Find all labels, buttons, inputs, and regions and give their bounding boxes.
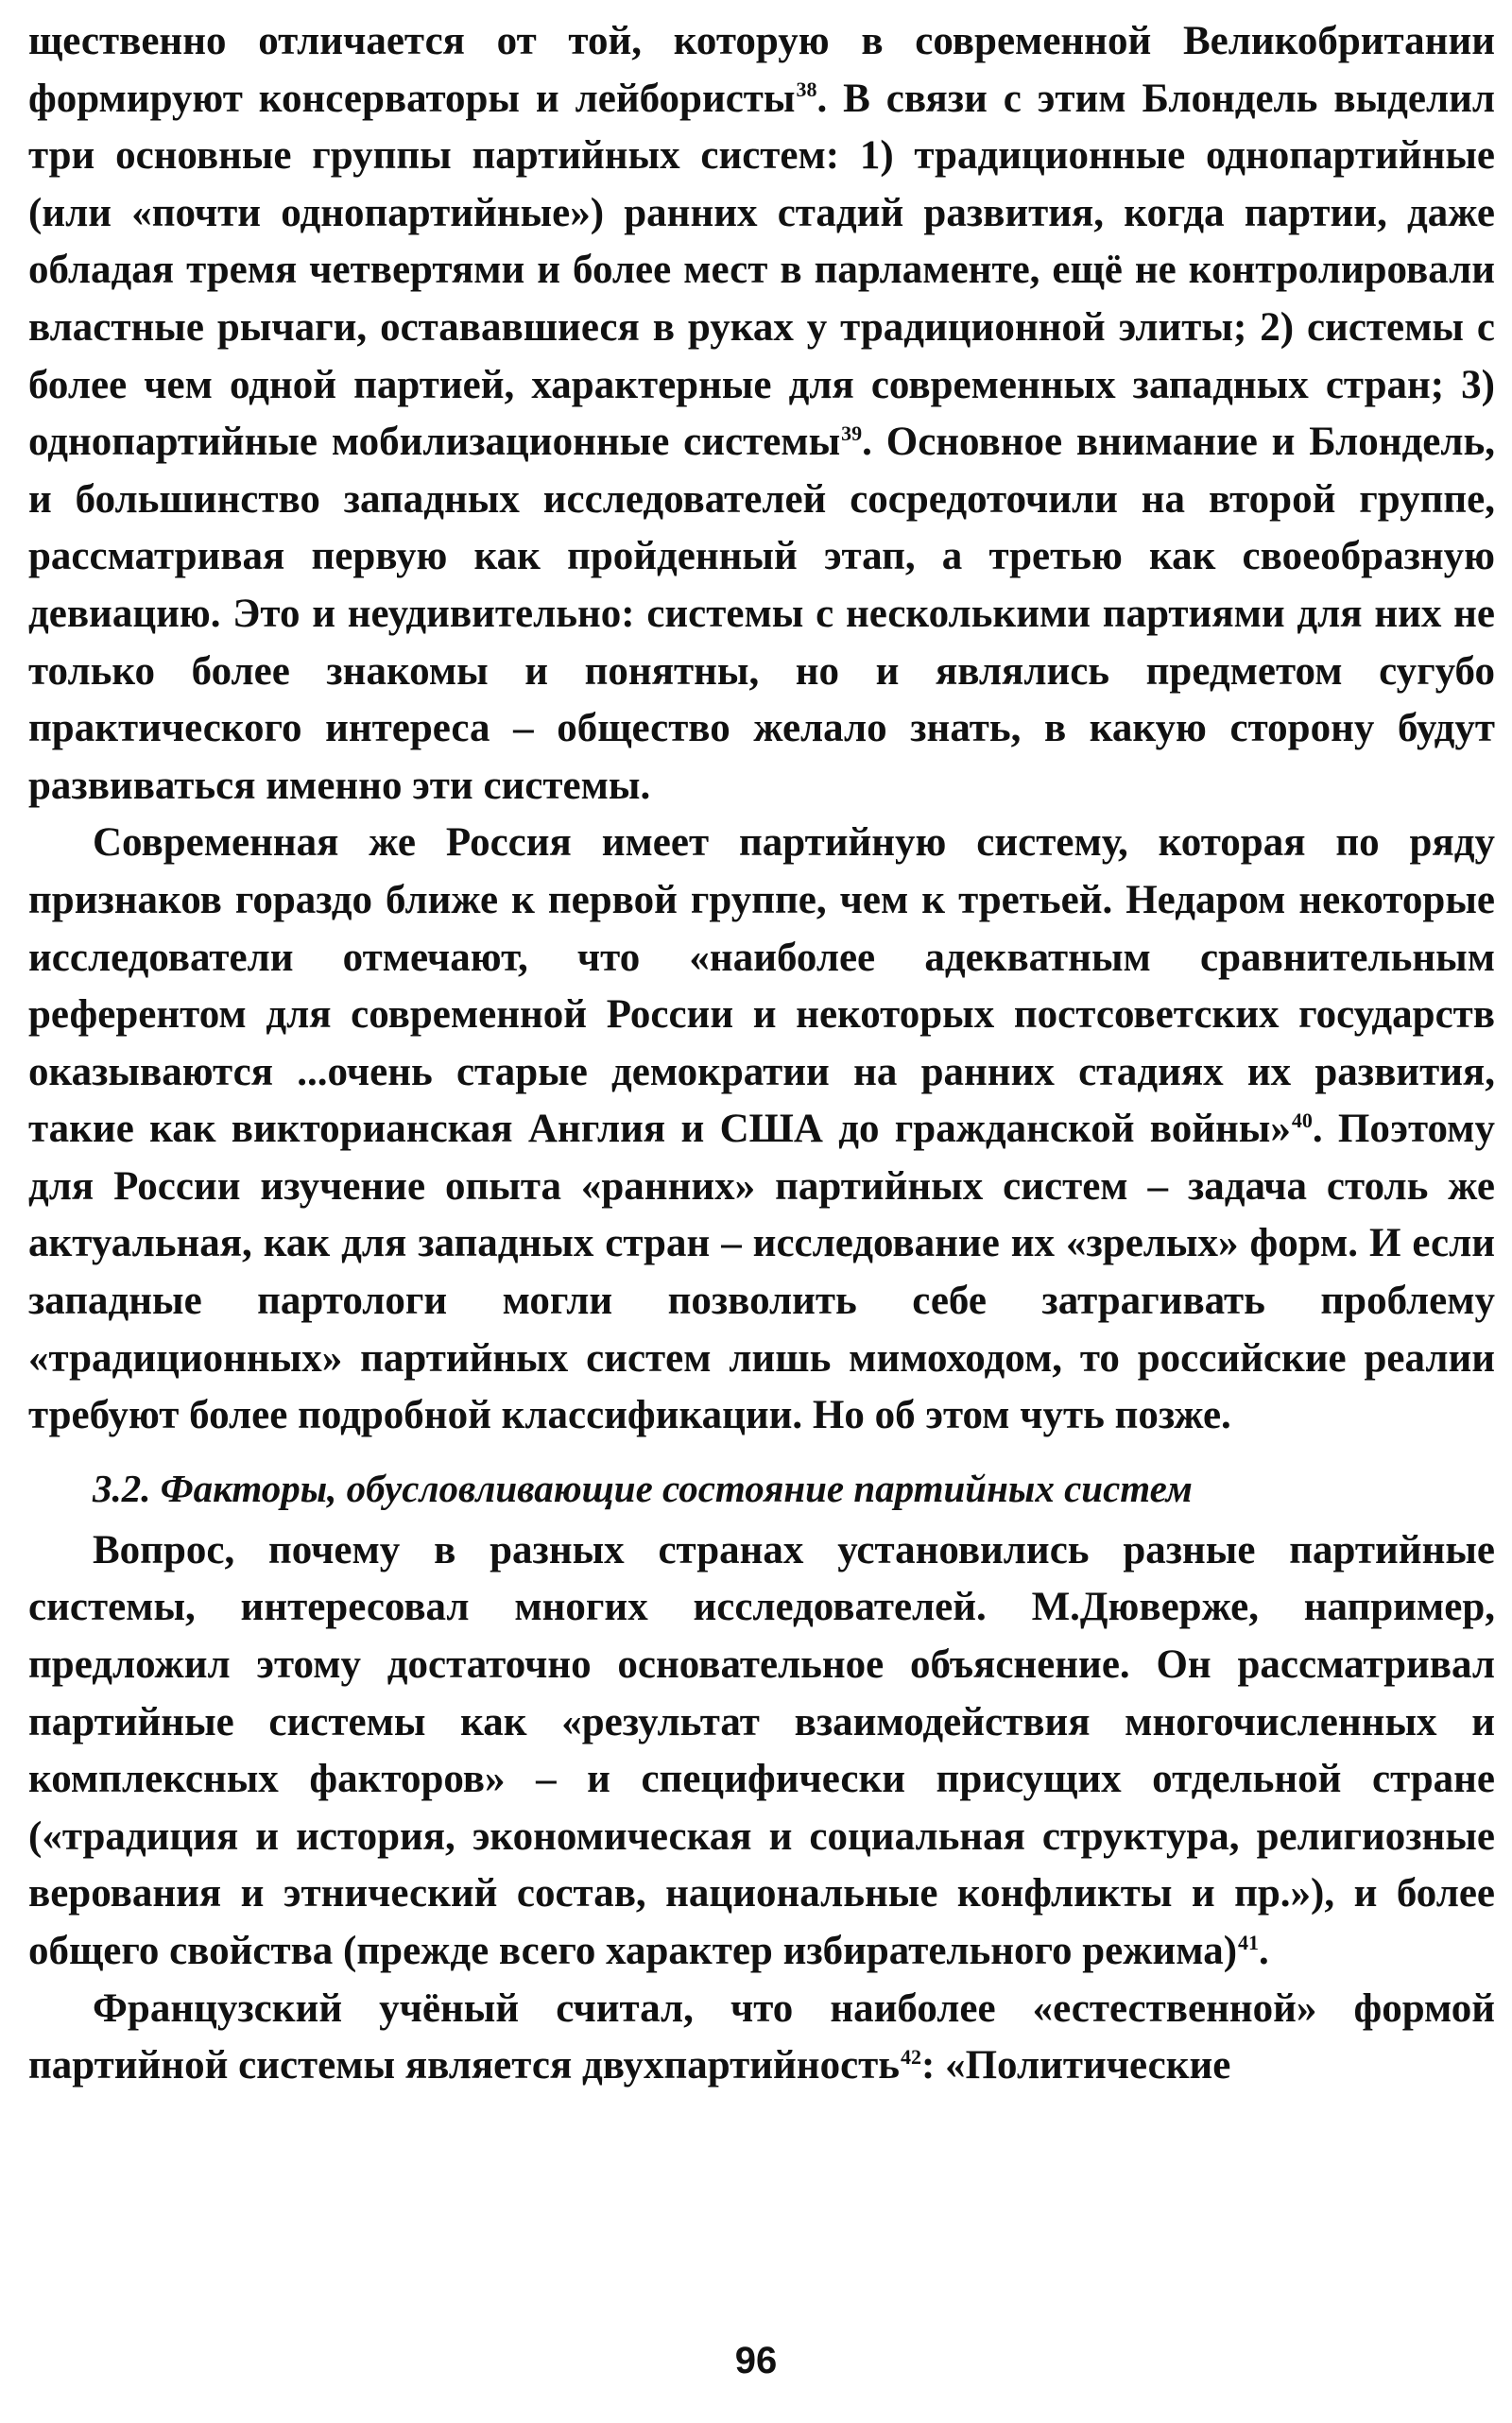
paragraph-3-text-a: Вопрос, почему в разных странах установились разные партийные системы, интересовал многих исследователей. М.Дюверже, например, предложил этому достаточно основательное объяснение. Он рассматривал партийные системы как «результат взаимодействия многочисленных и комплексных факторов» – и специфически присущих отдельной стране («традиция и история, экономическая и социальная структура, религиозные верования и этнический состав, национальные конфликты и пр.»), и более общего свойства (прежде всего характер избирательного режима) — [28, 1527, 1495, 1973]
footnote-ref-38[interactable]: 38 — [796, 77, 817, 102]
footnote-ref-40[interactable]: 40 — [1291, 1108, 1313, 1132]
paragraph-1-text-a: щественно отличается от той, которую в современной Великобритании формируют консерваторы и лейбористы — [28, 19, 1495, 121]
paragraph-2-text-a: Современная же Россия имеет партийную систему, которая по ряду признаков гораздо ближе к первой группе, чем к третьей. Недаром некоторые исследователи отмечают, что «наиболее адекватным сравнительным референтом для современной России и некоторых постсоветских государств оказываются ...очень старые демократии на ранних стадиях их развития, такие как викторианская Англия и США до гражданской войны» — [28, 820, 1495, 1152]
paragraph-1-text-c: . Основное внимание и Блондель, и большинство западных исследователей сосредоточили на второй группе, рассматривая первую как пройденный этап, а третью как своеобразную девиацию. Это и неудивительно: системы с несколькими партиями для них не только более знакомы и понятны, но и являлись предметом сугубо практического интереса – общество желало знать, в какую сторону будут развиваться именно эти системы. — [28, 420, 1495, 808]
paragraph-4 — [28, 1981, 1495, 2095]
paragraph-4-text-b: : «Политические — [921, 2043, 1231, 2088]
paragraph-3-text-b: . — [1259, 1929, 1269, 1973]
paragraph-1 — [28, 13, 1495, 815]
paragraph-3 — [28, 1522, 1495, 1981]
paragraph-2-text-b: . Поэтому для России изучение опыта «ранних» партийных систем – задача столь же актуальная, как для западных стран – исследование их «зрелых» форм. И если западные партологи могли позволить себе затрагивать проблему «традиционных» партийных систем лишь мимоходом, то российские реалии требуют более подробной классификации. Но об этом чуть позже. — [28, 1107, 1495, 1438]
footnote-ref-39[interactable]: 39 — [841, 421, 863, 445]
page-body — [28, 13, 1495, 2095]
footnote-ref-41[interactable]: 41 — [1238, 1930, 1260, 1954]
footnote-ref-42[interactable]: 42 — [901, 2044, 922, 2069]
page-number: 96 — [734, 2340, 778, 2381]
section-heading: 3.2. Факторы, обусловливающие состояние партийных систем — [93, 1466, 1193, 1510]
paragraph-4-text-a: Французский учёный считал, что наиболее «естественной» формой партийной системы является двухпартийность — [28, 1985, 1495, 2088]
paragraph-2 — [28, 815, 1495, 1445]
paragraph-1-text-b: . В связи с этим Блондель выделил три основные группы партийных систем: 1) традиционные однопартийные (или «почти однопартийные») ранних стадий развития, когда партии, даже обладая тремя четвертями и более мест в парламенте, ещё не контролировали властные рычаги, остававшиеся в руках у традиционной элиты; 2) системы с более чем одной партией, характерные для современных западных стран; 3) однопартийные мобилизационные системы — [28, 76, 1495, 465]
